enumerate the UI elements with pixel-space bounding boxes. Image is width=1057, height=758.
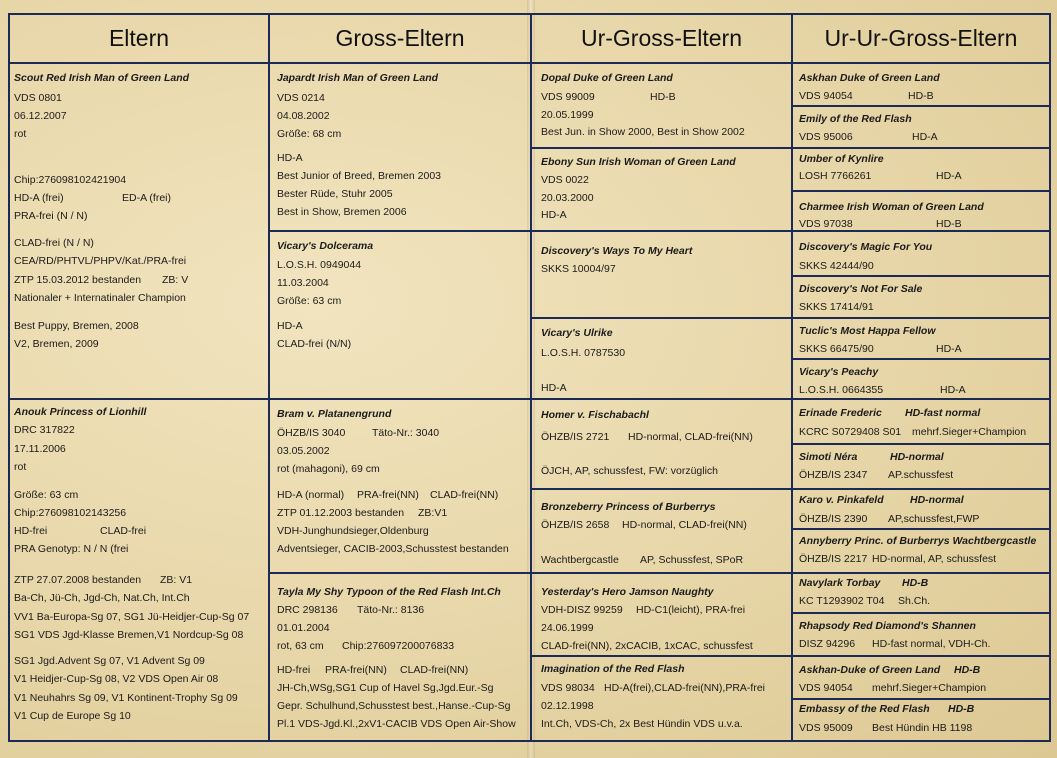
row-divider bbox=[791, 488, 1051, 490]
dog-detail: VDS 0801 bbox=[14, 92, 62, 104]
dog-detail: HD-A (normal) bbox=[277, 489, 345, 501]
column-header-parents: Eltern bbox=[108, 25, 170, 51]
dog-hd-note: HD-normal bbox=[910, 494, 964, 506]
dog-detail: SKKS 66475/90 bbox=[799, 343, 874, 355]
dog-detail: Nationaler + Internatinaler Champion bbox=[14, 292, 186, 304]
dog-name: Homer v. Fischabachl bbox=[541, 409, 649, 421]
dog-name: Bram v. Platanengrund bbox=[277, 408, 392, 420]
row-divider bbox=[530, 230, 793, 232]
dog-detail: mehrf.Sieger+Champion bbox=[912, 426, 1027, 438]
dog-detail: HD-A bbox=[541, 382, 567, 394]
dog-detail: rot bbox=[14, 461, 27, 473]
dog-detail: HD-B bbox=[936, 218, 962, 230]
dog-name: Ebony Sun Irish Woman of Green Land bbox=[541, 156, 736, 168]
dog-detail: ÖHZB/IS 2721 bbox=[541, 431, 610, 443]
dog-detail: ZTP 27.07.2008 bestanden bbox=[14, 574, 142, 586]
dog-detail: HD-A(frei),CLAD-frei(NN),PRA-frei bbox=[604, 682, 766, 694]
dog-detail: HD-A (frei) bbox=[14, 192, 64, 204]
dog-name: Umber of Kynlire bbox=[799, 153, 884, 165]
dog-detail: HD-B bbox=[650, 91, 676, 103]
dog-name: Yesterday's Hero Jamson Naughty bbox=[541, 586, 714, 598]
dog-detail: SKKS 42444/90 bbox=[799, 260, 874, 272]
row-divider bbox=[791, 572, 1051, 574]
dog-detail: AP,schussfest,FWP bbox=[888, 513, 980, 525]
dog-detail: HD-normal, AP, schussfest bbox=[872, 553, 997, 565]
dog-detail: ZB: V1 bbox=[160, 574, 193, 586]
dog-detail: ÖHZB/IS 3040 bbox=[277, 427, 346, 439]
dog-name: Erinade Frederic bbox=[799, 407, 882, 419]
dog-detail: 24.06.1999 bbox=[541, 622, 594, 634]
dog-detail: HD-A bbox=[912, 131, 938, 143]
dog-detail: 01.01.2004 bbox=[277, 622, 330, 634]
dog-detail: ZB:V1 bbox=[418, 507, 448, 519]
row-divider bbox=[791, 105, 1051, 107]
dog-detail: VDH-Junghundsieger,Oldenburg bbox=[277, 525, 429, 537]
dog-detail: LOSH 7766261 bbox=[799, 170, 872, 182]
dog-name: Karo v. Pinkafeld bbox=[799, 494, 884, 506]
dog-detail: CLAD-frei (N/N) bbox=[277, 338, 352, 350]
dog-detail: ÖHZB/IS 2658 bbox=[541, 519, 610, 531]
dog-detail: ZB: V bbox=[162, 274, 189, 286]
dog-detail: HD-normal, CLAD-frei(NN) bbox=[628, 431, 753, 443]
dog-detail: HD-A bbox=[277, 152, 303, 164]
dog-detail: Best Jun. in Show 2000, Best in Show 2002 bbox=[541, 126, 745, 138]
dog-detail: VDS 95009 bbox=[799, 722, 853, 734]
dog-detail: mehrf.Sieger+Champion bbox=[872, 682, 987, 694]
dog-detail: AP, Schussfest, SPoR bbox=[640, 554, 744, 566]
dog-detail: VDS 98034 bbox=[541, 682, 595, 694]
column-header-great-great-grandparents: Ur-Ur-Gross-Eltern bbox=[824, 25, 1018, 51]
dog-detail: Int.Ch, VDS-Ch, 2x Best Hündin VDS u.v.a. bbox=[541, 718, 743, 730]
dog-hd-note: HD-B bbox=[902, 577, 929, 589]
dog-name: Embassy of the Red Flash bbox=[799, 703, 930, 715]
dog-detail: HD-frei bbox=[277, 664, 311, 676]
dog-detail: VDS 94054 bbox=[799, 682, 853, 694]
dog-detail: DISZ 94296 bbox=[799, 638, 856, 650]
dog-name: Discovery's Magic For You bbox=[799, 241, 933, 253]
dog-detail: CLAD-frei (N / N) bbox=[14, 237, 94, 249]
row-divider bbox=[791, 147, 1051, 149]
dog-name: Vicary's Peachy bbox=[799, 366, 879, 378]
row-divider bbox=[791, 317, 1051, 319]
dog-detail: 20.05.1999 bbox=[541, 109, 594, 121]
dog-detail: Wachtbergcastle bbox=[541, 554, 619, 566]
dog-name: Discovery's Not For Sale bbox=[799, 283, 923, 295]
dog-detail: SG1 VDS Jgd-Klasse Bremen,V1 Nordcup-Sg 08 bbox=[14, 629, 244, 641]
row-divider bbox=[791, 230, 1051, 232]
dog-detail: Größe: 63 cm bbox=[277, 295, 342, 307]
dog-detail: SKKS 10004/97 bbox=[541, 263, 616, 275]
dog-detail: Pl.1 VDS-Jgd.Kl.,2xV1-CACIB VDS Open Air-Show bbox=[277, 718, 516, 730]
dog-detail: Gepr. Schulhund,Schusstest best.,Hanse.-Cup-Sg bbox=[277, 700, 511, 712]
row-divider bbox=[530, 655, 793, 657]
dog-detail: CLAD-frei bbox=[100, 525, 147, 537]
dog-detail: HD-A bbox=[541, 209, 567, 221]
dog-name: Annyberry Princ. of Burberrys Wachtbergcastle bbox=[799, 535, 1037, 547]
dog-detail: SKKS 17414/91 bbox=[799, 301, 874, 313]
dog-detail: 06.12.2007 bbox=[14, 110, 67, 122]
dog-name: Simoti Néra bbox=[799, 451, 858, 463]
row-divider bbox=[791, 655, 1051, 657]
dog-detail: Chip:276098102421904 bbox=[14, 174, 127, 186]
dog-detail: Best in Show, Bremen 2006 bbox=[277, 206, 407, 218]
dog-detail: rot (mahagoni), 69 cm bbox=[277, 463, 380, 475]
dog-detail: HD-B bbox=[908, 90, 934, 102]
dog-name: Askhan Duke of Green Land bbox=[799, 72, 940, 84]
column-header-grandparents: Gross-Eltern bbox=[335, 25, 465, 51]
dog-detail: HD-C1(leicht), PRA-frei bbox=[636, 604, 746, 616]
dog-detail: HD-A bbox=[940, 384, 966, 396]
row-divider bbox=[791, 398, 1051, 400]
row-divider bbox=[530, 398, 793, 400]
dog-detail: 11.03.2004 bbox=[277, 277, 329, 289]
dog-hd-note: HD-normal bbox=[890, 451, 944, 463]
dog-detail: ZTP 01.12.2003 bestanden bbox=[277, 507, 405, 519]
row-divider bbox=[530, 572, 793, 574]
dog-detail: 04.08.2002 bbox=[277, 110, 330, 122]
dog-detail: 02.12.1998 bbox=[541, 700, 594, 712]
row-divider bbox=[791, 698, 1051, 700]
dog-detail: SG1 Jgd.Advent Sg 07, V1 Advent Sg 09 bbox=[14, 655, 205, 667]
dog-name: Charmee Irish Woman of Green Land bbox=[799, 201, 984, 213]
dog-detail: CLAD-frei(NN) bbox=[430, 489, 499, 501]
dog-detail: 20.03.2000 bbox=[541, 192, 594, 204]
row-divider bbox=[791, 190, 1051, 192]
dog-name: Dopal Duke of Green Land bbox=[541, 72, 673, 84]
dog-detail: CLAD-frei(NN) bbox=[400, 664, 469, 676]
dog-detail: HD-frei bbox=[14, 525, 48, 537]
dog-detail: PRA-frei (N / N) bbox=[14, 210, 88, 222]
dog-hd-note: HD-fast normal bbox=[905, 407, 981, 419]
dog-name: Discovery's Ways To My Heart bbox=[541, 245, 693, 257]
dog-detail: VDH-DISZ 99259 bbox=[541, 604, 623, 616]
dog-detail: rot bbox=[14, 128, 27, 140]
row-divider bbox=[791, 358, 1051, 360]
dog-hd-note: HD-B bbox=[948, 703, 975, 715]
dog-detail: Best Hündin HB 1198 bbox=[872, 722, 973, 734]
dog-detail: Täto-Nr.: 3040 bbox=[372, 427, 440, 439]
dog-detail: Best Puppy, Bremen, 2008 bbox=[14, 320, 139, 332]
dog-name: Imagination of the Red Flash bbox=[541, 663, 685, 675]
dog-detail: V1 Cup de Europe Sg 10 bbox=[14, 710, 131, 722]
dog-detail: PRA Genotyp: N / N (frei bbox=[14, 543, 129, 555]
row-divider bbox=[8, 398, 270, 400]
dog-detail: Sh.Ch. bbox=[898, 595, 931, 607]
dog-detail: VDS 94054 bbox=[799, 90, 853, 102]
dog-detail: Ba-Ch, Jü-Ch, Jgd-Ch, Nat.Ch, Int.Ch bbox=[14, 592, 190, 604]
dog-detail: HD-A bbox=[936, 343, 962, 355]
dog-name: Emily of the Red Flash bbox=[799, 113, 912, 125]
dog-detail: Größe: 68 cm bbox=[277, 128, 342, 140]
dog-detail: Bester Rüde, Stuhr 2005 bbox=[277, 188, 393, 200]
dog-detail: HD-A bbox=[277, 320, 303, 332]
dog-detail: VDS 0214 bbox=[277, 92, 325, 104]
dog-detail: HD-A bbox=[936, 170, 962, 182]
row-divider bbox=[268, 398, 532, 400]
dog-detail: Chip:276097200076833 bbox=[342, 640, 455, 652]
dog-name: Tayla My Shy Typoon of the Red Flash Int.Ch bbox=[277, 586, 501, 598]
dog-detail: ZTP 15.03.2012 bestanden bbox=[14, 274, 142, 286]
dog-detail: HD-fast normal, VDH-Ch. bbox=[872, 638, 991, 650]
row-divider bbox=[791, 612, 1051, 614]
row-divider bbox=[268, 230, 532, 232]
left-border bbox=[8, 13, 10, 742]
dog-name: Japardt Irish Man of Green Land bbox=[277, 72, 439, 84]
dog-detail: L.O.S.H. 0664355 bbox=[799, 384, 884, 396]
dog-detail: CLAD-frei(NN), 2xCACIB, 1xCAC, schussfest bbox=[541, 640, 753, 652]
dog-name: Askhan-Duke of Green Land bbox=[799, 664, 941, 676]
dog-detail: HD-normal, CLAD-frei(NN) bbox=[622, 519, 747, 531]
dog-detail: JH-Ch,WSg,SG1 Cup of Havel Sg,Jgd.Eur.-Sg bbox=[277, 682, 494, 694]
dog-detail: rot, 63 cm bbox=[277, 640, 324, 652]
dog-detail: VV1 Ba-Europa-Sg 07, SG1 Jü-Heidjer-Cup-Sg 07 bbox=[14, 611, 250, 623]
row-divider bbox=[268, 572, 532, 574]
dog-detail: 03.05.2002 bbox=[277, 445, 330, 457]
dog-detail: DRC 298136 bbox=[277, 604, 338, 616]
dog-name: Vicary's Dolcerama bbox=[277, 240, 374, 252]
column-divider bbox=[530, 13, 532, 742]
dog-detail: Größe: 63 cm bbox=[14, 489, 79, 501]
dog-detail: DRC 317822 bbox=[14, 424, 75, 436]
dog-detail: Best Junior of Breed, Bremen 2003 bbox=[277, 170, 442, 182]
row-divider bbox=[791, 443, 1051, 445]
dog-detail: VDS 95006 bbox=[799, 131, 853, 143]
dog-detail: Täto-Nr.: 8136 bbox=[357, 604, 425, 616]
dog-name: Anouk Princess of Lionhill bbox=[14, 406, 147, 418]
dog-name: Navylark Torbay bbox=[799, 577, 881, 589]
row-divider bbox=[791, 528, 1051, 530]
column-divider bbox=[791, 13, 793, 742]
dog-name: Vicary's Ulrike bbox=[541, 327, 613, 339]
dog-name: Bronzeberry Princess of Burberrys bbox=[541, 501, 716, 513]
dog-detail: ED-A (frei) bbox=[122, 192, 172, 204]
dog-detail: L.O.S.H. 0787530 bbox=[541, 347, 626, 359]
dog-detail: V1 Heidjer-Cup-Sg 08, V2 VDS Open Air 08 bbox=[14, 673, 219, 685]
dog-detail: ÖJCH, AP, schussfest, FW: vorzüglich bbox=[541, 465, 719, 477]
dog-detail: V2, Bremen, 2009 bbox=[14, 338, 99, 350]
dog-detail: ÖHZB/IS 2217 bbox=[799, 553, 868, 565]
column-divider bbox=[268, 13, 270, 742]
dog-detail: L.O.S.H. 0949044 bbox=[277, 259, 362, 271]
dog-detail: Chip:276098102143256 bbox=[14, 507, 127, 519]
dog-detail: V1 Neuhahrs Sg 09, V1 Kontinent-Trophy Sg 09 bbox=[14, 692, 238, 704]
dog-detail: Adventsieger, CACIB-2003,Schusstest bestanden bbox=[277, 543, 509, 555]
row-divider bbox=[530, 147, 793, 149]
dog-detail: ÖHZB/IS 2347 bbox=[799, 469, 868, 481]
column-header-great-grandparents: Ur-Gross-Eltern bbox=[580, 25, 742, 51]
dog-detail: CEA/RD/PHTVL/PHPV/Kat./PRA-frei bbox=[14, 255, 187, 267]
dog-detail: ÖHZB/IS 2390 bbox=[799, 513, 868, 525]
dog-detail: AP.schussfest bbox=[888, 469, 954, 481]
dog-detail: VDS 0022 bbox=[541, 174, 589, 186]
row-divider bbox=[530, 488, 793, 490]
dog-hd-note: HD-B bbox=[954, 664, 981, 676]
dog-detail: PRA-frei(NN) bbox=[357, 489, 419, 501]
dog-name: Tuclic's Most Happa Fellow bbox=[799, 325, 936, 337]
dog-detail: VDS 99009 bbox=[541, 91, 595, 103]
dog-detail: 17.11.2006 bbox=[14, 443, 66, 455]
dog-detail: KC T1293902 T04 bbox=[799, 595, 885, 607]
dog-detail: VDS 97038 bbox=[799, 218, 853, 230]
row-divider bbox=[791, 275, 1051, 277]
dog-name: Rhapsody Red Diamond's Shannen bbox=[799, 620, 976, 632]
dog-name: Scout Red Irish Man of Green Land bbox=[14, 72, 190, 84]
row-divider bbox=[530, 317, 793, 319]
right-border bbox=[1049, 13, 1051, 742]
dog-detail: KCRC S0729408 S01 bbox=[799, 426, 902, 438]
dog-detail: PRA-frei(NN) bbox=[325, 664, 387, 676]
